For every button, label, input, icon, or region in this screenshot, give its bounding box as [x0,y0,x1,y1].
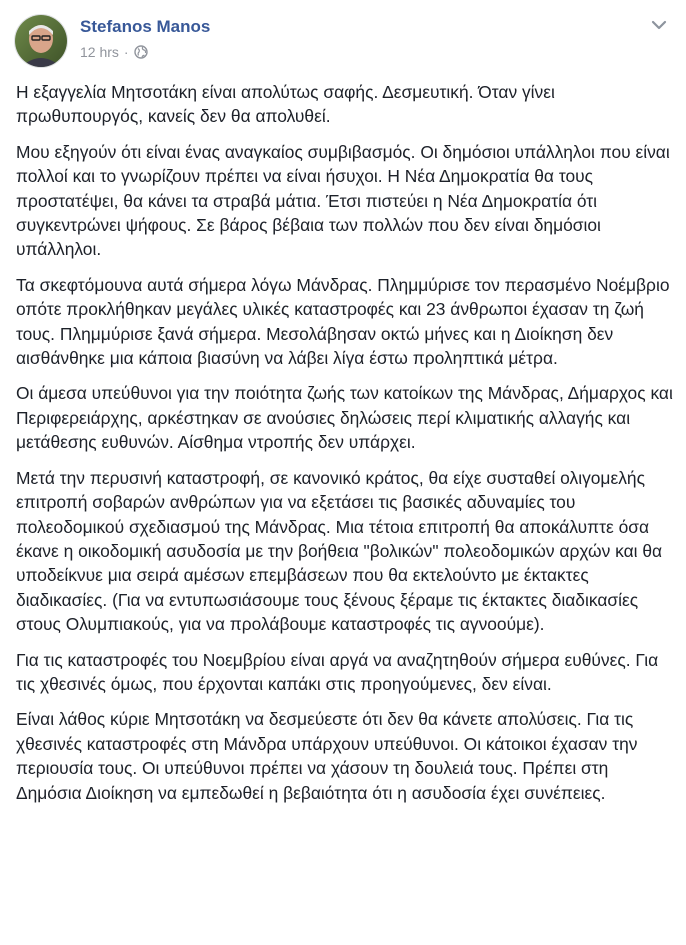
post-paragraph: Οι άμεσα υπεύθυνοι για την ποιότητα ζωής των κατοίκων της Μάνδρας, Δήμαρχος και Περιφερειάρχης, αρκέστηκαν σε ανούσιες δηλώσεις περί κλιματικής αλλαγής και μετάθεσης ευθυνών. Αίσθημα ντροπής δεν υπάρχει. [16,383,673,453]
avatar[interactable] [14,14,68,68]
post-timestamp[interactable]: 12 hrs [80,44,119,60]
chevron-down-icon[interactable] [648,14,670,36]
post-author-name[interactable]: Stefanos Manos [80,17,211,36]
post-body [16,80,674,816]
post-paragraph: Τα σκεφτόμουνα αυτά σήμερα λόγω Μάνδρας. Πλημμύρισε τον περασμένο Νοέμβριο οπότε προκλήθηκαν μεγάλες υλικές καταστροφές και 23 άνθρωποι έχασαν τη ζωή τους. Πλημμύρισε ξανά σήμερα. Μεσολάβησαν οκτώ μήνες και η Διοίκηση δεν αισθάνθηκε μια κάποια βιασύνη να λάβει λίγα έστω προληπτικά μέτρα. [16,274,670,369]
post-paragraph: Είναι λάθος κύριε Μητσοτάκη να δεσμεύεστε ότι δεν θα κάνετε απολύσεις. Για τις χθεσινές καταστροφές στη Μάνδρα υπάρχουν υπεύθυνοι. Οι κάτοικοι έχασαν την περιουσία τους. Οι υπεύθυνοι πρέπει να χάσουν τη δουλειά τους. Πρέπει στη Δημόσια Διοίκηση να εμπεδωθεί η βεβαιότητα ότι η ασυδοσία έχει συνέπειες. [16,709,638,803]
post-header [0,0,686,78]
post-paragraph: Μου εξηγούν ότι είναι ένας αναγκαίος συμβιβασμός. Οι δημόσιοι υπάλληλοι που είναι πολλοί και το γνωρίζουν πρέπει να είναι ήσυχοι. Η Νέα Δημοκρατία θα τους προστατέψει, θα κάνει τα στραβά μάτια. Έτσι πιστεύει η Νέα Δημοκρατία ότι συγκεντρώνει ψήφους. Σε βάρος βέβαια των πολλών που δεν είναι δημόσιοι υπάλληλοι. [16,141,670,260]
post-meta [80,44,148,60]
globe-icon[interactable] [134,45,148,59]
post-paragraph: Η εξαγγελία Μητσοτάκη είναι απολύτως σαφής. Δεσμευτική. Όταν γίνει πρωθυπουργός, κανείς δεν θα απολυθεί. [16,82,555,127]
meta-separator: · [123,44,129,60]
post-paragraph: Για τις καταστροφές του Νοεμβρίου είναι αργά να αναζητηθούν σήμερα ευθύνες. Για τις χθεσινές όμως, που έρχονται καπάκι στις προηγούμενες, δεν είναι. [16,649,659,694]
post-paragraph: Μετά την περυσινή καταστροφή, σε κανονικό κράτος, θα είχε συσταθεί ολιγομελής επιτροπή σοβαρών ανθρώπων για να εξετάσει τις βασικές αδυναμίες του πολεοδομικού σχεδιασμού της Μάνδρας. Μια τέτοια επιτροπή θα αποκάλυπτε όσα έκανε η οικοδομική ασυδοσία με την βοήθεια "βολικών" πολεοδομικών αρχών και θα υποδείκνυε μια σειρά αμέσων επεμβάσεων που θα εκτελούντο με έκτακτες διαδικασίες. (Για να εντυπωσιάσουμε τους ξένους ξέραμε τις έκτακτες διαδικασίες στους Ολυμπιακούς, για να προλάβουμε καταστροφές τις αγνοούμε). [16,467,663,635]
profile-photo [15,15,67,67]
